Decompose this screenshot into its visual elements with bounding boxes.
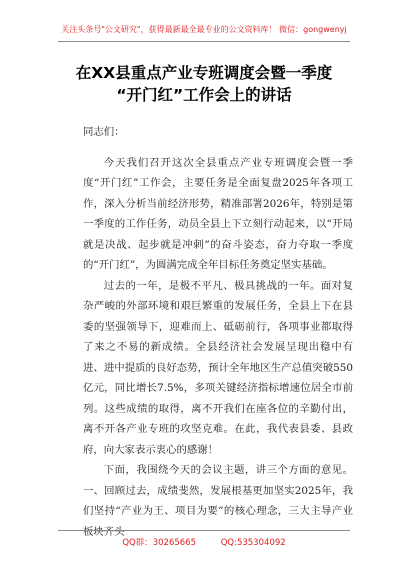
title-line-2: “开门红”工作会上的讲话	[116, 86, 292, 104]
paragraph-1: 今天我们召开这次全县重点产业专班调度会暨一季度“开门红”工作会，主要任务是全面复盘2025年各项工作，深入分析当前经济形势，精准部署2026年，特别是第一季度的工作任务，动员全县上下立刻行动起来，以“开局就是决战、起步就是冲刺”的奋斗姿态，奋力夺取一季度的“开门红”，为圆满完成全年目标任务奠定坚实基础。	[83, 156, 353, 271]
header-divider	[58, 41, 350, 42]
salutation: 同志们：	[83, 126, 125, 138]
footer-qq-group: QQ群：30265665	[122, 538, 197, 548]
document-title	[0, 62, 408, 106]
footer-contact	[0, 536, 408, 548]
header-promo-note: 关注头条号"公文研究"，获得最新最全最专业的公文资料库！ 微信：gongwenyj	[61, 25, 347, 34]
title-line-1: 在XX县重点产业专班调度会暨一季度	[75, 64, 333, 82]
paragraph-3: 下面，我围绕今天的会议主题，讲三个方面的意见。一、回顾过去，成绩斐然，发展根基更加坚实2025年，我们坚持“产业为王、项目为要”的核心理念，三大主导产业板块齐头	[83, 464, 353, 538]
document-body	[83, 122, 353, 542]
footer-divider	[58, 530, 350, 531]
paragraph-2: 过去的一年，是极不平凡、极具挑战的一年。面对复杂严峻的外部环境和艰巨繁重的发展任务，全县上下在县委的坚强领导下，迎难而上、砥砺前行，各项事业都取得了来之不易的新成绩。全县经济社会发展呈现出稳中有进、进中提质的良好态势，预计全年地区生产总值突破550亿元，同比增长7.5%，多项关键经济指标增速位居全市前列。这些成绩的取得，离不开我们在座各位的辛勤付出，离不开各产业专班的攻坚克难。在此，我代表县委、县政府，向大家表示衷心的感谢！	[83, 279, 353, 456]
footer-qq-number: QQ:535304092	[220, 538, 286, 548]
